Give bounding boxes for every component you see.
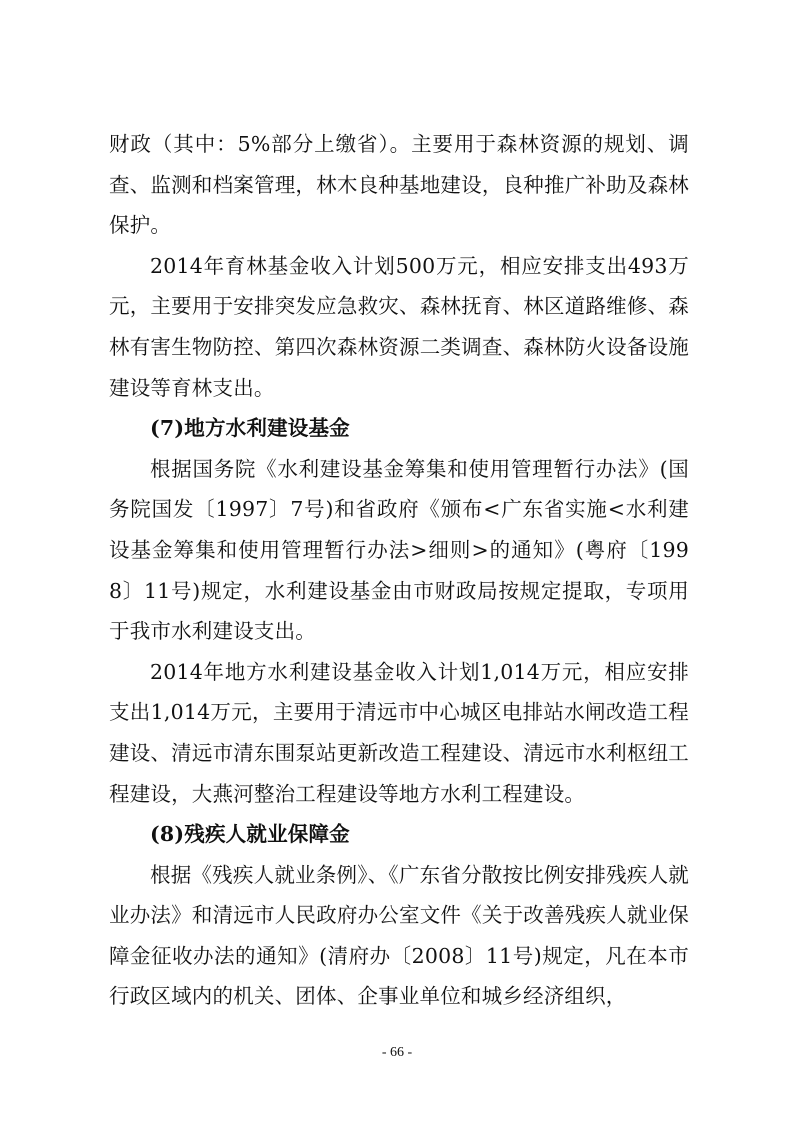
paragraph-forest-fund-continued: 财政（其中：5%部分上缴省）。主要用于森林资源的规划、调查、监测和档案管理，林木良种基地建设，良种推广补助及森林保护。 <box>109 132 689 238</box>
section-heading-water-conservancy-fund: (7)地方水利建设基金 <box>150 416 350 441</box>
paragraph-forest-fund-2014: 2014年育林基金收入计划500万元，相应安排支出493万元，主要用于安排突发应急救灾、森林抚育、林区道路维修、森林有害生物防控、第四次森林资源二类调查、森林防火设备设施建设等育林支出。 <box>109 253 689 400</box>
document-body <box>109 124 689 1017</box>
page-number: - 66 - <box>381 1045 413 1060</box>
paragraph-disabled-fund-basis: 根据《残疾人就业条例》、《广东省分散按比例安排残疾人就业办法》和清远市人民政府办公室文件《关于改善残疾人就业保障金征收办法的通知》(清府办〔2008〕11号)规定，凡在本市行政区域内的机关、团体、企事业单位和城乡经济组织， <box>109 862 689 1009</box>
paragraph-water-fund-2014: 2014年地方水利建设基金收入计划1,014万元，相应安排支出1,014万元，主要用于清远市中心城区电排站水闸改造工程建设、清远市清东围泵站更新改造工程建设、清远市水利枢纽工程建设，大燕河整治工程建设等地方水利工程建设。 <box>109 659 689 806</box>
section-heading-disabled-employment-fund: (8)残疾人就业保障金 <box>150 822 350 847</box>
paragraph-water-fund-basis: 根据国务院《水利建设基金筹集和使用管理暂行办法》(国务院国发〔1997〕7号)和省政府《颁布<广东省实施<水利建设基金筹集和使用管理暂行办法>细则>的通知》(粤府〔1998〕11号)规定，水利建设基金由市财政局按规定提取，专项用于我市水利建设支出。 <box>109 456 689 644</box>
